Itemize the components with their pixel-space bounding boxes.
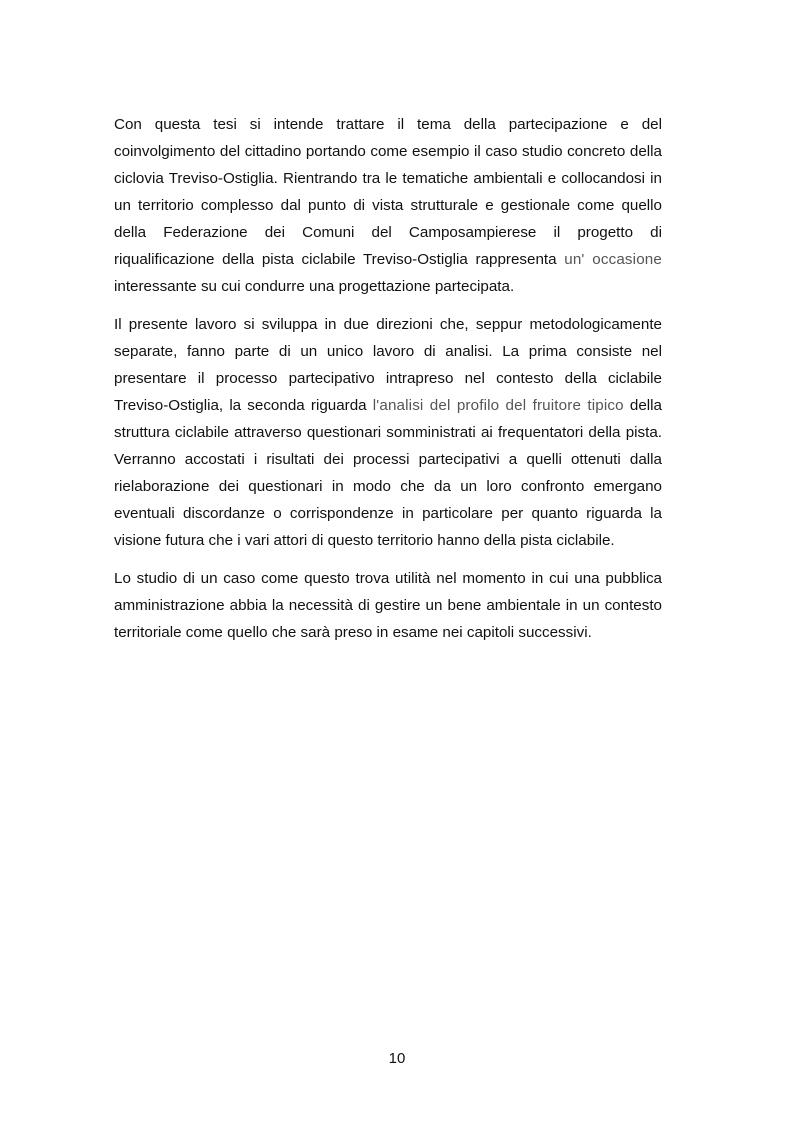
paragraph-2-text-a: Il presente lavoro si sviluppa in due direzioni che, seppur metodologicamente separate, fanno parte di un unico lavoro di analisi. La prima consiste nel presentare il processo partecipativo intrapreso nel contesto della ciclabile Treviso-Ostiglia, la seconda riguarda [114, 316, 662, 414]
paragraph-1-phrase-occasione: un' occasione [564, 251, 662, 268]
paragraph-2 [114, 311, 662, 554]
paragraph-1 [114, 111, 662, 300]
paragraph-2-phrase-analisi: l'analisi del profilo del fruitore tipico [372, 397, 624, 414]
document-body [114, 111, 662, 657]
paragraph-2-text-b: della struttura ciclabile attraverso questionari somministrati ai frequentatori della pista. Verranno accostati i risultati dei processi partecipativi a quelli ottenuti dalla rielaborazione dei questionari in modo che da un loro confronto emergano eventuali discordanze o corrispondenze in particolare per quanto riguarda la visione futura che i vari attori di questo territorio hanno della pista ciclabile. [114, 397, 662, 549]
paragraph-3 [114, 565, 662, 646]
paragraph-1-text-b: interessante su cui condurre una progettazione partecipata. [114, 278, 515, 295]
page-number: 10 [388, 1050, 406, 1067]
paragraph-1-text-a: Con questa tesi si intende trattare il tema della partecipazione e del coinvolgimento del cittadino portando come esempio il caso studio concreto della ciclovia Treviso-Ostiglia. Rientrando tra le tematiche ambientali e collocandosi in un territorio complesso dal punto di vista strutturale e gestionale come quello della Federazione dei Comuni del Camposampierese il progetto di riqualificazione della pista ciclabile Treviso-Ostiglia rappresenta [114, 116, 662, 268]
paragraph-3-text: Lo studio di un caso come questo trova utilità nel momento in cui una pubblica amministrazione abbia la necessità di gestire un bene ambientale in un contesto territoriale come quello che sarà preso in esame nei capitoli successivi. [114, 570, 662, 641]
